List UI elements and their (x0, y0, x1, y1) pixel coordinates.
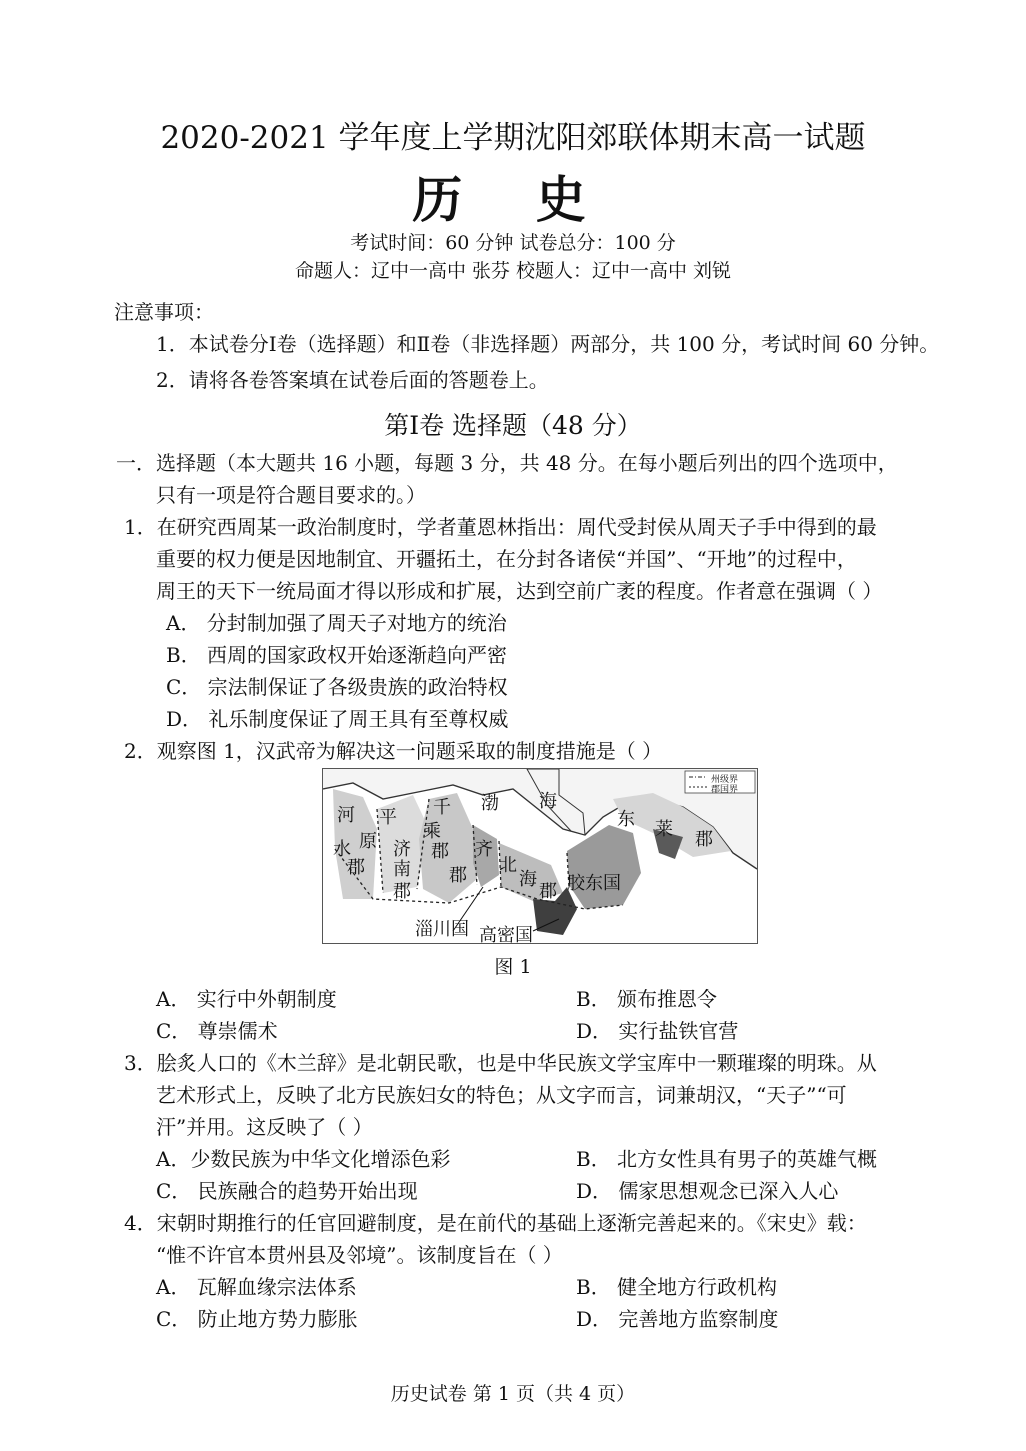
question-stem: 重要的权力便是因地制宜、开疆拓土，在分封各诸侯“并国”、“开地”的过程中， (156, 547, 857, 571)
question-stem: 3．脍炙人口的《木兰辞》是北朝民歌，也是中华民族文学宝库中一颗璀璨的明珠。从 (124, 1051, 877, 1075)
part-instructions: 只有一项是符合题目要求的。） (156, 483, 426, 507)
notice-item: 2．请将各卷答案填在试卷后面的答题卷上。 (156, 368, 549, 392)
map-label: 河 (337, 805, 355, 826)
map-label: 郡 (539, 881, 557, 902)
map-label: 千 (433, 797, 451, 818)
subject-title: 历 史 (412, 170, 614, 229)
map-label: 郡 (393, 881, 411, 902)
answer-option[interactable]: B． 西周的国家政权开始逐渐趋向严密 (166, 643, 508, 667)
map-label: 东 (617, 809, 635, 830)
section-title: 第Ⅰ卷 选择题（48 分） (384, 411, 642, 440)
map-label: 胶东国 (567, 873, 621, 894)
map-legend-item: 郡国界 (711, 785, 739, 795)
question-stem: “惟不许官本贯州县及邻境”。该制度旨在（ ） (156, 1243, 563, 1267)
han-map-figure (322, 768, 758, 944)
map-label: 南 (393, 859, 411, 880)
map-legend-item: 州级界 (711, 775, 739, 785)
question-stem: 2．观察图 1，汉武帝为解决这一问题采取的制度措施是（ ） (124, 739, 663, 763)
map-label: 齐 (475, 839, 493, 860)
question-stem: 4．宋朝时期推行的任官回避制度，是在前代的基础上逐渐完善起来的。《宋史》载： (124, 1211, 867, 1235)
figure-caption: 图 1 (494, 956, 532, 978)
question-stem: 汗”并用。这反映了（ ） (156, 1115, 373, 1139)
question-stem: 周王的天下一统局面才得以形成和扩展，达到空前广袤的程度。作者意在强调（ ） (156, 579, 883, 603)
map-label: 高密国 (479, 925, 533, 944)
answer-option[interactable]: B． 健全地方行政机构 (576, 1275, 778, 1299)
map-label: 郡 (449, 865, 467, 886)
answer-option[interactable]: B． 北方女性具有男子的英雄气概 (576, 1147, 878, 1171)
map-label: 平 (379, 807, 397, 828)
map-label: 郡 (695, 829, 713, 850)
map-label: 乘 (423, 821, 441, 842)
exam-info: 考试时间：60 分钟 试卷总分：100 分 (350, 232, 676, 254)
notice-heading: 注意事项： (114, 300, 214, 324)
answer-option[interactable]: A．少数民族为中华文化增添色彩 (156, 1147, 451, 1171)
exam-title: 2020-2021 学年度上学期沈阳郊联体期末高一试题 (160, 120, 866, 156)
answer-option[interactable]: A． 瓦解血缘宗法体系 (156, 1275, 357, 1299)
answer-option[interactable]: C． 宗法制保证了各级贵族的政治特权 (166, 675, 508, 699)
notice-item: 1．本试卷分Ⅰ卷（选择题）和Ⅱ卷（非选择题）两部分，共 100 分，考试时间 60 分钟。 (156, 332, 940, 356)
map-label: 原 (359, 831, 377, 852)
map-label: 郡 (347, 857, 365, 878)
map-label: 淄川国 (415, 919, 469, 940)
answer-option[interactable]: D． 实行盐铁官营 (576, 1019, 739, 1043)
answer-option[interactable]: C． 尊崇儒术 (156, 1019, 278, 1043)
answer-option[interactable]: B． 颁布推恩令 (576, 987, 718, 1011)
map-label: 北 (499, 855, 517, 876)
answer-option[interactable]: C． 民族融合的趋势开始出现 (156, 1179, 418, 1203)
question-stem: 艺术形式上，反映了北方民族妇女的特色；从文字而言，词兼胡汉，“天子”“可 (156, 1083, 847, 1107)
map-label: 莱 (655, 819, 673, 840)
answer-option[interactable]: D． 礼乐制度保证了周王具有至尊权威 (166, 707, 509, 731)
answer-option[interactable]: D． 儒家思想观念已深入人心 (576, 1179, 839, 1203)
map-label: 水 (333, 839, 351, 860)
page-footer: 历史试卷 第 1 页（共 4 页） (390, 1383, 636, 1405)
map-label: 济 (393, 839, 411, 860)
answer-option[interactable]: A． 分封制加强了周天子对地方的统治 (166, 611, 507, 635)
map-label: 海 (519, 869, 537, 890)
map-label: 郡 (431, 841, 449, 862)
map-label: 海 (539, 791, 557, 812)
question-stem: 1．在研究西周某一政治制度时，学者董恩林指出：周代受封侯从周天子手中得到的最 (124, 515, 877, 539)
part-instructions: 一．选择题（本大题共 16 小题，每题 3 分，共 48 分。在每小题后列出的四个选项中， (116, 451, 898, 475)
answer-option[interactable]: A． 实行中外朝制度 (156, 987, 337, 1011)
answer-option[interactable]: D． 完善地方监察制度 (576, 1307, 779, 1331)
map-label: 渤 (481, 793, 499, 814)
answer-option[interactable]: C． 防止地方势力膨胀 (156, 1307, 358, 1331)
exam-authors: 命题人：辽中一高中 张芬 校题人：辽中一高中 刘锐 (294, 260, 732, 282)
